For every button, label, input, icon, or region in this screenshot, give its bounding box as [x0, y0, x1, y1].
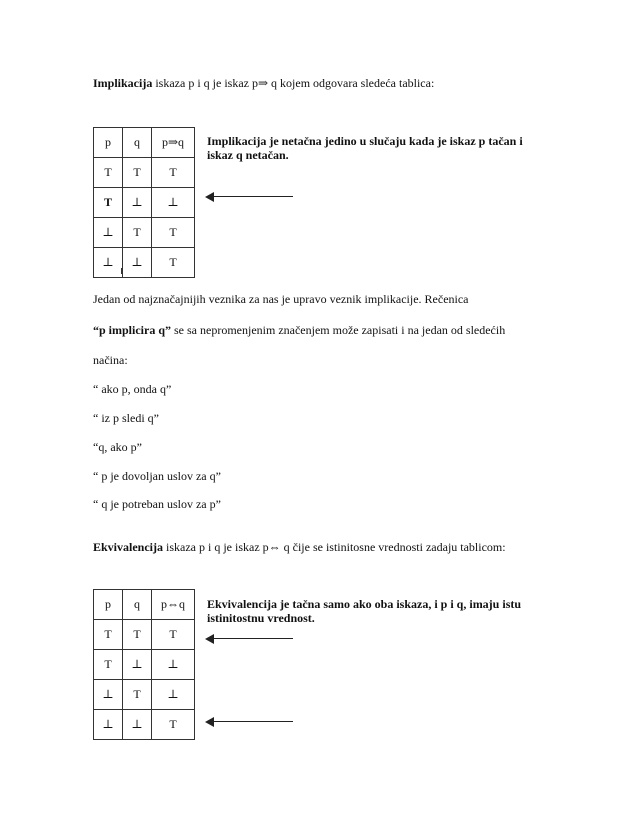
table-cell: T	[152, 158, 195, 188]
table-cell: ⊥	[94, 218, 123, 248]
table-cell: ⊥	[94, 248, 123, 278]
table-row	[94, 218, 195, 248]
table-border-stub	[121, 268, 122, 274]
table-cell: T	[152, 620, 195, 650]
table-cell: T	[123, 218, 152, 248]
table-cell: ⊥	[152, 650, 195, 680]
table-cell: ⊥	[123, 248, 152, 278]
list-item: “ p je dovoljan uslov za q”	[93, 469, 221, 483]
table-cell: ⊥	[94, 680, 123, 710]
implication-intro	[93, 76, 434, 90]
implication-truth-table	[93, 127, 195, 278]
header-cell: p	[94, 128, 123, 158]
left-arrow-icon	[205, 634, 293, 644]
table-cell: ⊥	[152, 188, 195, 218]
table-cell: T	[152, 248, 195, 278]
table-cell: T	[123, 620, 152, 650]
list-item: “ q je potreban uslov za p”	[93, 497, 221, 511]
table-header-row	[94, 590, 195, 620]
header-cell: p⇔q	[152, 590, 195, 620]
list-item: “ ako p, onda q”	[93, 382, 172, 396]
header-cell: q	[123, 128, 152, 158]
table-row	[94, 650, 195, 680]
body-paragraph-2-text: se sa nepromenjenim značenjem može zapisati i na jedan od sledećih	[171, 323, 506, 337]
table-row	[94, 620, 195, 650]
implication-intro-text: iskaza p i q je iskaz p⇒ q kojem odgovara sledeća tablica:	[152, 76, 435, 90]
equivalence-note: Ekvivalencija je tačna samo ako oba iskaza, i p i q, imaju istu istinitostnu vrednost.	[207, 597, 522, 625]
list-item: “ iz p sledi q”	[93, 411, 159, 425]
table-cell: T	[94, 158, 123, 188]
table-cell: T	[152, 218, 195, 248]
table-cell: ⊥	[94, 710, 123, 740]
table-cell: T	[152, 710, 195, 740]
list-item: “q, ako p”	[93, 440, 142, 454]
table-cell: T	[123, 158, 152, 188]
left-arrow-icon	[205, 717, 293, 727]
implication-note: Implikacija je netačna jedino u slučaju kada je iskaz p tačan i iskaz q netačan.	[207, 134, 523, 162]
table-cell: ⊥	[152, 680, 195, 710]
table-row	[94, 188, 195, 218]
table-row	[94, 680, 195, 710]
table-row	[94, 710, 195, 740]
equivalence-truth-table	[93, 589, 195, 740]
implication-term: Implikacija	[93, 76, 153, 90]
equivalence-term: Ekvivalencija	[93, 540, 164, 554]
body-paragraph-2	[93, 323, 505, 337]
table-cell: ⊥	[123, 650, 152, 680]
header-cell: p⇒q	[152, 128, 195, 158]
body-bold-phrase: “p implicira q”	[93, 323, 172, 337]
header-cell: p	[94, 590, 123, 620]
header-cell: q	[123, 590, 152, 620]
body-paragraph-3: načina:	[93, 353, 128, 367]
table-cell: ⊥	[123, 188, 152, 218]
table-row	[94, 248, 195, 278]
table-cell: T	[123, 680, 152, 710]
table-header-row	[94, 128, 195, 158]
table-cell: T	[94, 620, 123, 650]
table-cell: ⊥	[123, 710, 152, 740]
equivalence-intro-text: iskaza p i q je iskaz p⇔ q čije se istinitosne vrednosti zadaju tablicom:	[163, 540, 506, 554]
table-cell: T	[94, 188, 123, 218]
body-paragraph-1: Jedan od najznačajnijih veznika za nas je upravo veznik implikacije. Rečenica	[93, 292, 469, 306]
equivalence-intro	[93, 540, 506, 554]
table-cell: T	[94, 650, 123, 680]
table-row	[94, 158, 195, 188]
left-arrow-icon	[205, 192, 293, 202]
